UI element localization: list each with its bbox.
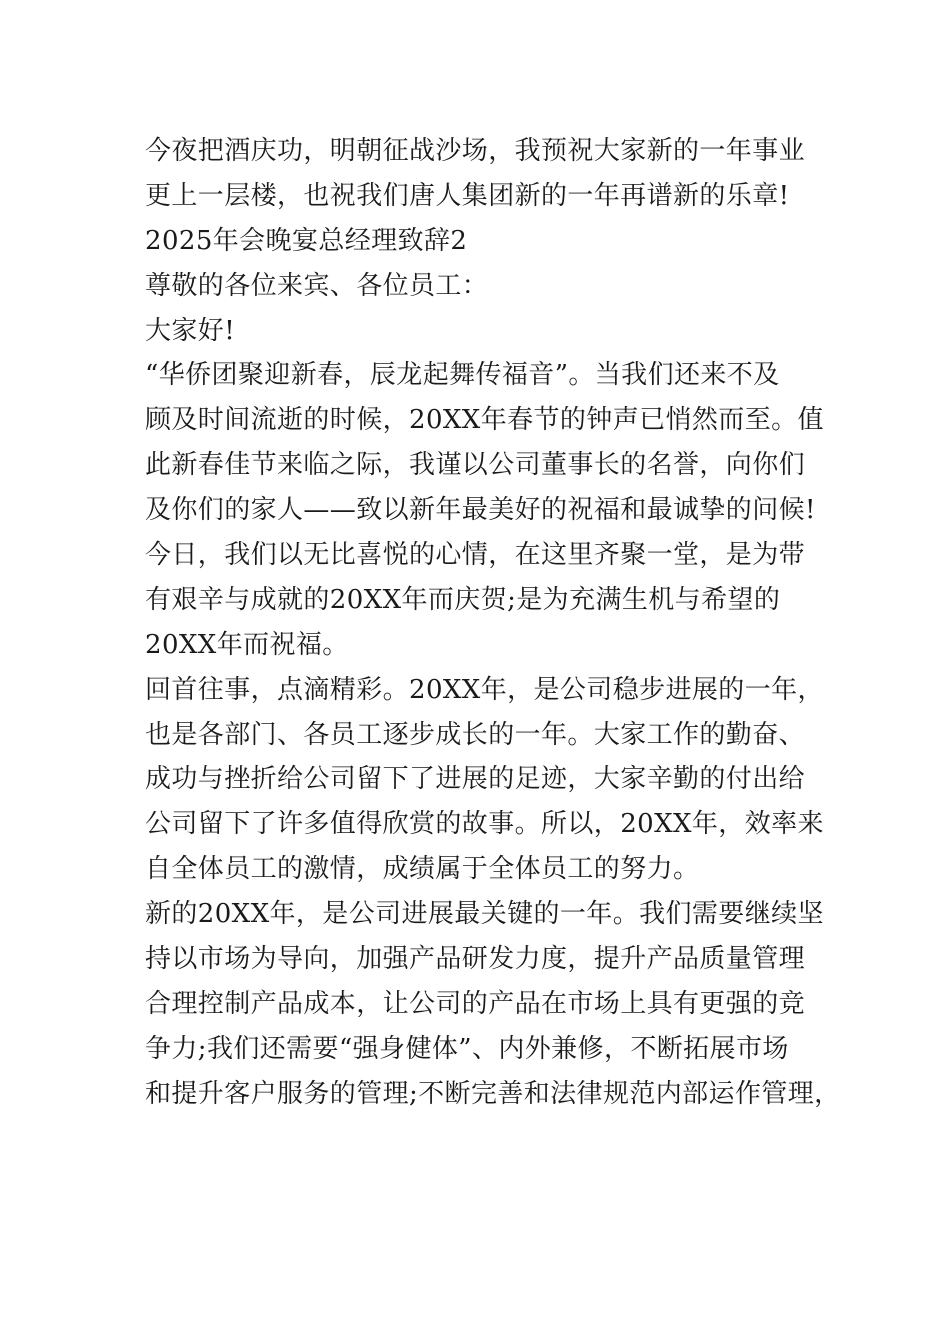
document-body: [145, 129, 841, 1117]
text-line: 更上一层楼，也祝我们唐人集团新的一年再谱新的乐章!: [145, 180, 790, 211]
text-line: “华侨团聚迎新春，辰龙起舞传福音”。当我们还来不及: [145, 360, 780, 391]
text-line: 及你们的家人——致以新年最美好的祝福和最诚挚的问候!: [145, 495, 816, 526]
text-line: 争力;我们还需要“强身健体”、内外兼修，不断拓展市场: [145, 1033, 789, 1064]
text-line: 有艰辛与成就的20XX年而庆贺;是为充满生机与希望的: [145, 584, 781, 615]
text-line: 合理控制产品成本，让公司的产品在市场上具有更强的竞: [145, 988, 806, 1019]
text-line: 也是各部门、各员工逐步成长的一年。大家工作的勤奋、: [145, 719, 806, 750]
salutation: 尊敬的各位来宾、各位员工：: [145, 270, 489, 301]
text-line: 和提升客户服务的管理;不断完善和法律规范内部运作管理，: [145, 1078, 841, 1109]
text-line: 20XX年而祝福。: [145, 629, 349, 660]
text-line: 自全体员工的激情，成绩属于全体员工的努力。: [145, 854, 700, 885]
text-line: 持以市场为导向，加强产品研发力度，提升产品质量管理: [145, 944, 806, 975]
text-line: 新的20XX年，是公司进展最关键的一年。我们需要继续坚: [145, 899, 824, 930]
text-line: 今夜把酒庆功，明朝征战沙场，我预祝大家新的一年事业: [145, 136, 806, 166]
text-line: 成功与挫折给公司留下了进展的足迹，大家辛勤的付出给: [145, 764, 806, 795]
text-line: 回首往事，点滴精彩。20XX年，是公司稳步进展的一年，: [145, 674, 824, 705]
text-line: 此新春佳节来临之际，我谨以公司董事长的名誉，向你们: [145, 450, 806, 481]
text-line: 公司留下了许多值得欣赏的故事。所以，20XX年，效率来: [145, 809, 824, 840]
text-line: 顾及时间流逝的时候，20XX年春节的钟声已悄然而至。值: [145, 405, 824, 436]
section-heading: 2025年会晚宴总经理致辞2: [145, 225, 468, 256]
text-line: 今日，我们以无比喜悦的心情，在这里齐聚一堂，是为带: [145, 540, 806, 571]
greeting: 大家好!: [145, 315, 236, 346]
